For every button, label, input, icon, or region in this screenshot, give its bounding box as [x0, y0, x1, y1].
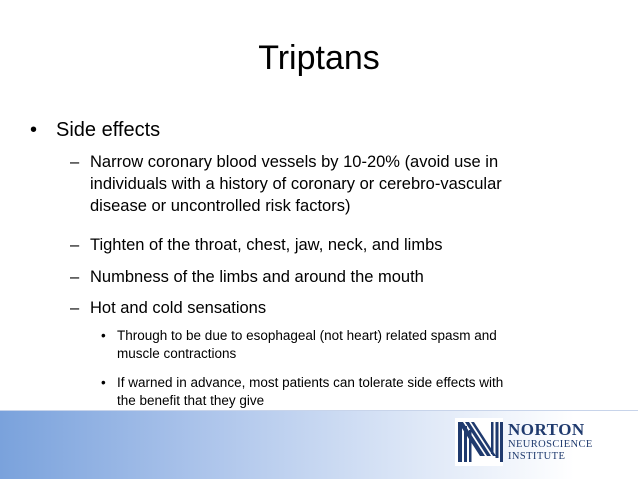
bullet-side-effects [30, 117, 160, 143]
sub-bullet-hot-cold [70, 297, 610, 319]
dash-marker: – [70, 299, 80, 317]
norton-logo [455, 418, 625, 466]
sub-bullet-line: Hot and cold sensations [90, 299, 267, 317]
sub-bullet-numbness [70, 266, 610, 288]
footer-divider [0, 410, 638, 411]
dot-marker: • [101, 328, 106, 343]
sub-sub-bullet-line: Through to be due to esophageal (not heart) related spasm and [117, 328, 497, 343]
sub-bullet-tighten [70, 234, 610, 256]
logo-line-institute: INSTITUTE [508, 451, 566, 462]
sub-bullet-line: disease or uncontrolled risk factors) [90, 197, 351, 215]
dash-marker: – [70, 236, 80, 254]
sub-bullet-line: Narrow coronary blood vessels by 10-20% (avoid use in [90, 153, 499, 171]
sub-bullet-line: individuals with a history of coronary or cerebro-vascular [90, 175, 502, 193]
sub-sub-bullet-warned [101, 374, 601, 410]
dash-marker: – [70, 153, 80, 171]
sub-sub-bullet-line: If warned in advance, most patients can tolerate side effects with [117, 375, 504, 390]
sub-sub-bullet-esophageal [101, 327, 601, 363]
logo-wordmark [508, 421, 593, 463]
logo-line-neuroscience: NEUROSCIENCE [508, 439, 593, 450]
sub-bullet-coronary [70, 151, 610, 217]
sub-sub-bullet-line: muscle contractions [117, 346, 237, 361]
bullet-marker: • [30, 119, 38, 141]
bullet-text: Side effects [56, 119, 161, 141]
sub-bullet-line: Numbness of the limbs and around the mouth [90, 268, 424, 286]
sub-sub-bullet-line: the benefit that they give [117, 393, 265, 408]
dot-marker: • [101, 375, 106, 390]
logo-line-norton: NORTON [508, 420, 585, 439]
sub-bullet-line: Tighten of the throat, chest, jaw, neck, and limbs [90, 236, 443, 254]
slide-title: Triptans [258, 39, 380, 77]
norton-n-logo-icon [455, 418, 503, 466]
dash-marker: – [70, 268, 80, 286]
